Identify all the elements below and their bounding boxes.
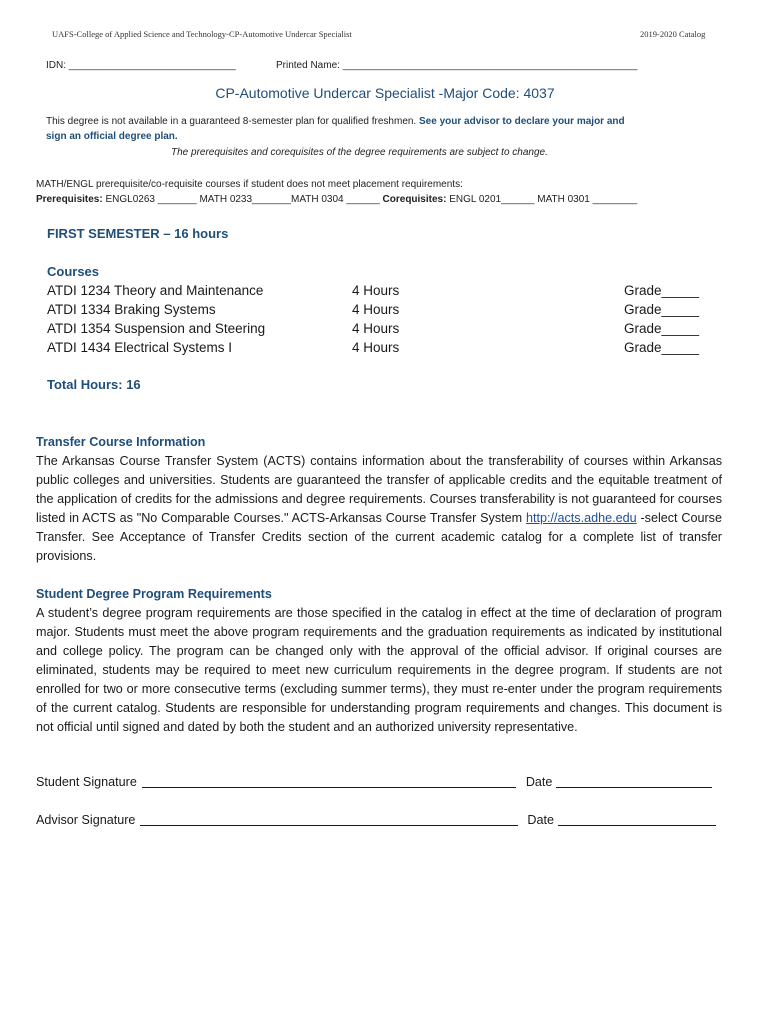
transfer-heading: Transfer Course Information: [36, 435, 206, 449]
course-name: ATDI 1234 Theory and Maintenance: [47, 283, 264, 298]
advisor-signature-row: [36, 813, 716, 827]
notice-line-1: [46, 116, 625, 127]
transfer-text-2: -select Course Transfer. See Acceptance of Transfer Credits section of the current academic catalog for a complete list of transfer provisions.: [36, 511, 722, 563]
course-grade-field[interactable]: Grade_____: [624, 340, 700, 355]
notice-bold-1: See your advisor to declare your major and: [419, 116, 625, 127]
coreq-text: ENGL 0201______ MATH 0301 ________: [446, 194, 638, 205]
advisor-signature-label: Advisor Signature: [36, 813, 136, 827]
course-hours: 4 Hours: [352, 321, 400, 336]
course-hours: 4 Hours: [352, 302, 400, 317]
courses-label: Courses: [47, 264, 100, 279]
semester-heading: FIRST SEMESTER – 16 hours: [47, 226, 229, 241]
course-grade-field[interactable]: Grade_____: [624, 321, 700, 336]
advisor-date-line[interactable]: [558, 825, 716, 826]
date-label: Date: [525, 775, 553, 789]
catalog-year: 2019-2020 Catalog: [640, 29, 706, 39]
prereq-intro: MATH/ENGL prerequisite/co-requisite courses if student does not meet placement requirements:: [36, 179, 463, 190]
notice-bold-2: sign an official degree plan.: [46, 131, 178, 142]
transfer-section: [36, 433, 722, 566]
course-name: ATDI 1354 Suspension and Steering: [47, 321, 266, 336]
notice-italic: The prerequisites and corequisites of the degree requirements are subject to change.: [171, 147, 548, 158]
coreq-label: Corequisites:: [382, 194, 447, 205]
student-date-line[interactable]: [556, 787, 712, 788]
course-grade-field[interactable]: Grade_____: [624, 302, 700, 317]
page-title: CP-Automotive Undercar Specialist -Major Code: 4037: [215, 85, 555, 101]
requirements-text: A student’s degree program requirements are those specified in the catalog in effect at the time of declaration of program major. Students must meet the above program requirements and the graduation requirements as indicated by institutional and college policy. The program can be changed only with the approval of the official advisor. If original courses are eliminated, students may be required to meet new curriculum requirements in the degree program. If students are not enrolled for two or more consecutive terms (excluding summer terms), they must re-enter under the program requirements of the current catalog. Students are responsible for understanding program requirements and changes. This document is not official until signed and dated by both the student and an authorized university representative.: [36, 606, 722, 734]
date-label: Date: [527, 813, 555, 827]
total-hours: Total Hours: 16: [47, 377, 141, 392]
course-grade-field[interactable]: Grade_____: [624, 283, 700, 298]
prereq-text: ENGL0263 _______ MATH 0233_______MATH 0304 ______: [102, 194, 383, 205]
course-hours: 4 Hours: [352, 340, 400, 355]
header-title: UAFS-College of Applied Science and Technology-CP-Automotive Undercar Specialist: [52, 29, 352, 39]
notice-text: This degree is not available in a guaranteed 8-semester plan for qualified freshmen.: [46, 116, 419, 127]
printed-name-field[interactable]: Printed Name: _____________________________________________________: [276, 60, 638, 71]
student-signature-line[interactable]: [142, 787, 516, 788]
course-name: ATDI 1334 Braking Systems: [47, 302, 216, 317]
student-signature-label: Student Signature: [36, 775, 137, 789]
idn-field[interactable]: IDN: ______________________________: [46, 60, 236, 71]
course-hours: 4 Hours: [352, 283, 400, 298]
prereq-label: Prerequisites:: [36, 194, 103, 205]
requirements-section: [36, 585, 722, 737]
prereq-line: [36, 194, 637, 205]
requirements-heading: Student Degree Program Requirements: [36, 587, 272, 601]
advisor-signature-line[interactable]: [140, 825, 518, 826]
course-name: ATDI 1434 Electrical Systems I: [47, 340, 233, 355]
acts-link[interactable]: http://acts.adhe.edu: [525, 511, 637, 525]
transfer-text-1: The Arkansas Course Transfer System (ACTS) contains information about the transferability of courses within Arkansas public colleges and universities. Students are guaranteed the transfer of applicable credits and the equitable treatment of the application of credits for the admissions and degree requirements. Courses transferability is not guaranteed for courses listed in ACTS as "No Comparable Courses." ACTS-Arkansas Course Transfer System: [36, 454, 722, 525]
student-signature-row: [36, 775, 712, 789]
